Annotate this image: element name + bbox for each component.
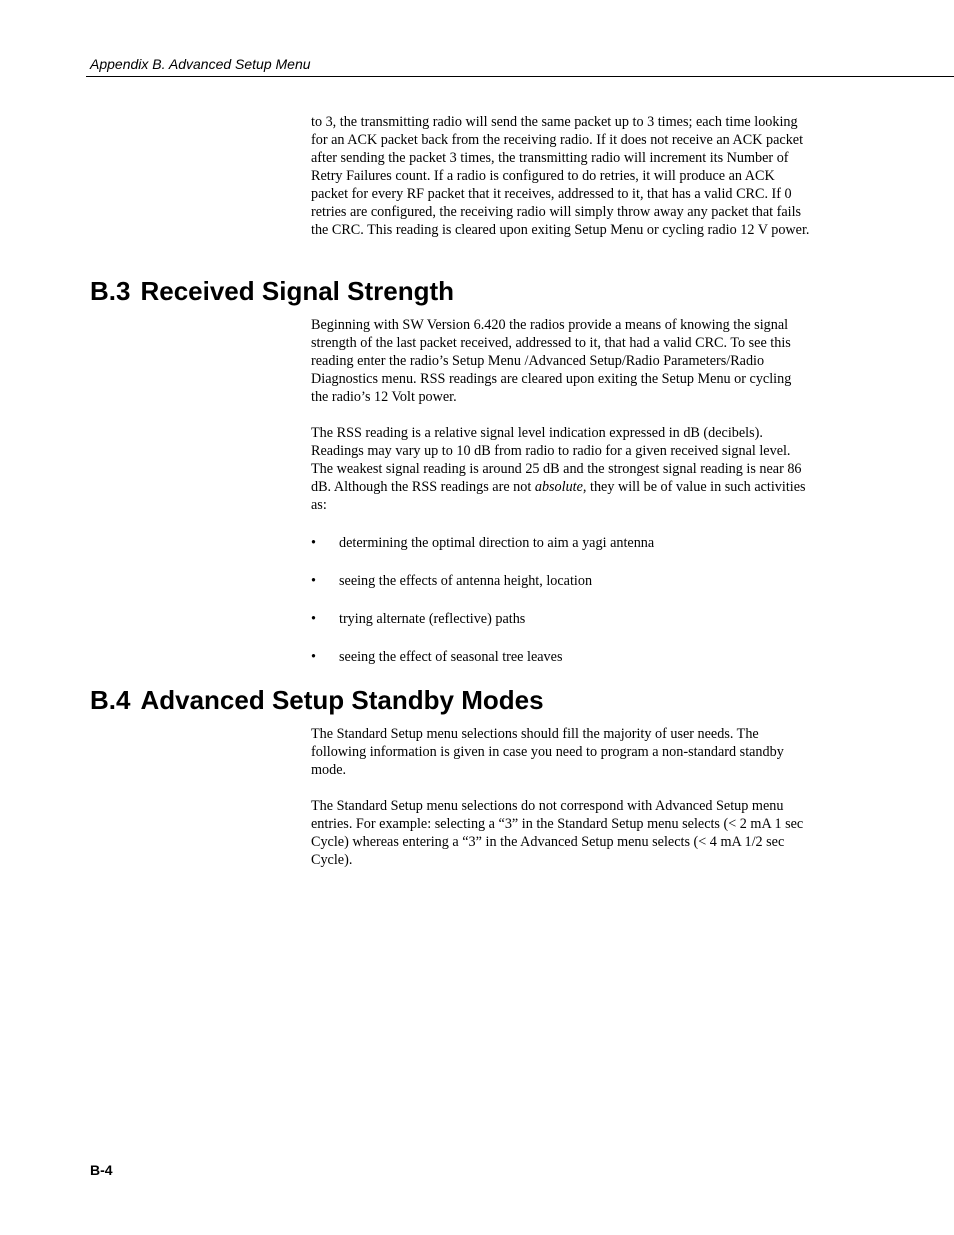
section-b4-number: B.4 [90,685,131,715]
intro-paragraph: to 3, the transmitting radio will send the same packet up to 3 times; each time looking for an ACK packet back from the receiving radio. If it does not receive an ACK packet after sending the packet 3 times, the transmitting radio will increment its Number of Retry Failures count. If a radio is configured to do retries, it will produce an ACK packet for every RF packet that it receives, addressed to it, that has a valid CRC. If 0 retries are configured, the receiving radio will simply throw away any packet that fails the CRC. This reading is cleared upon exiting Setup Menu or cycling radio 12 V power. [311,114,810,238]
list-item-text: seeing the effect of seasonal tree leaves [339,649,563,665]
list-item-text: trying alternate (reflective) paths [339,611,526,627]
section-b4-paragraph-2: The Standard Setup menu selections do not correspond with Advanced Setup menu entries. For example: selecting a “3” in the Standard Setup menu selects (< 2 mA 1 sec Cycle) whereas entering a “3” in the Advanced Setup menu selects (< 4 mA 1/2 sec Cycle). [311,798,804,868]
section-b3-heading [90,276,454,306]
emphasis-absolute: absolute [534,479,583,495]
section-b4-title: Advanced Setup Standby Modes [140,685,544,715]
section-b3-paragraph-2 [311,424,811,514]
bullet-icon: • [311,573,316,589]
list-item [311,648,811,666]
section-b3-title: Received Signal Strength [140,276,454,306]
rss-activities-list [311,534,811,666]
list-item [311,610,811,628]
section-b4-heading [90,685,544,715]
bullet-icon: • [311,649,316,665]
list-item [311,572,811,590]
running-header: Appendix B. Advanced Setup Menu [90,56,311,72]
intro-block [311,113,811,239]
list-item [311,534,811,552]
list-item-text: seeing the effects of antenna height, location [339,573,593,589]
section-b3-paragraph-2-start: The RSS reading is a relative signal level indication expressed in dB (decibels). Readings may vary up to 10 dB from radio to radio for a given received signal level. The weakest signal reading is around 25 dB and the strongest signal reading is near 86 dB. Although the RSS readings are not [311,425,802,495]
section-b3-body [311,316,811,666]
header-rule [86,76,954,77]
section-b4-paragraph-1: The Standard Setup menu selections should fill the majority of user needs. The following information is given in case you need to program a non-standard standby mode. [311,726,784,778]
page-number: B-4 [90,1162,113,1178]
list-item-text: determining the optimal direction to aim a yagi antenna [339,535,655,551]
section-b4-body [311,725,811,869]
bullet-icon: • [311,611,316,627]
section-b3-paragraph-2-end: , they will be of value in such activities as: [311,479,806,513]
section-b3-paragraph-1: Beginning with SW Version 6.420 the radios provide a means of knowing the signal strength of the last packet received, addressed to it, that had a valid CRC. To see this reading enter the radio’s Setup Menu /Advanced Setup/Radio Parameters/Radio Diagnostics menu. RSS readings are cleared upon exiting the Setup Menu or cycling the radio’s 12 Volt power. [311,317,792,405]
section-b3-number: B.3 [90,276,131,306]
bullet-icon: • [311,535,316,551]
